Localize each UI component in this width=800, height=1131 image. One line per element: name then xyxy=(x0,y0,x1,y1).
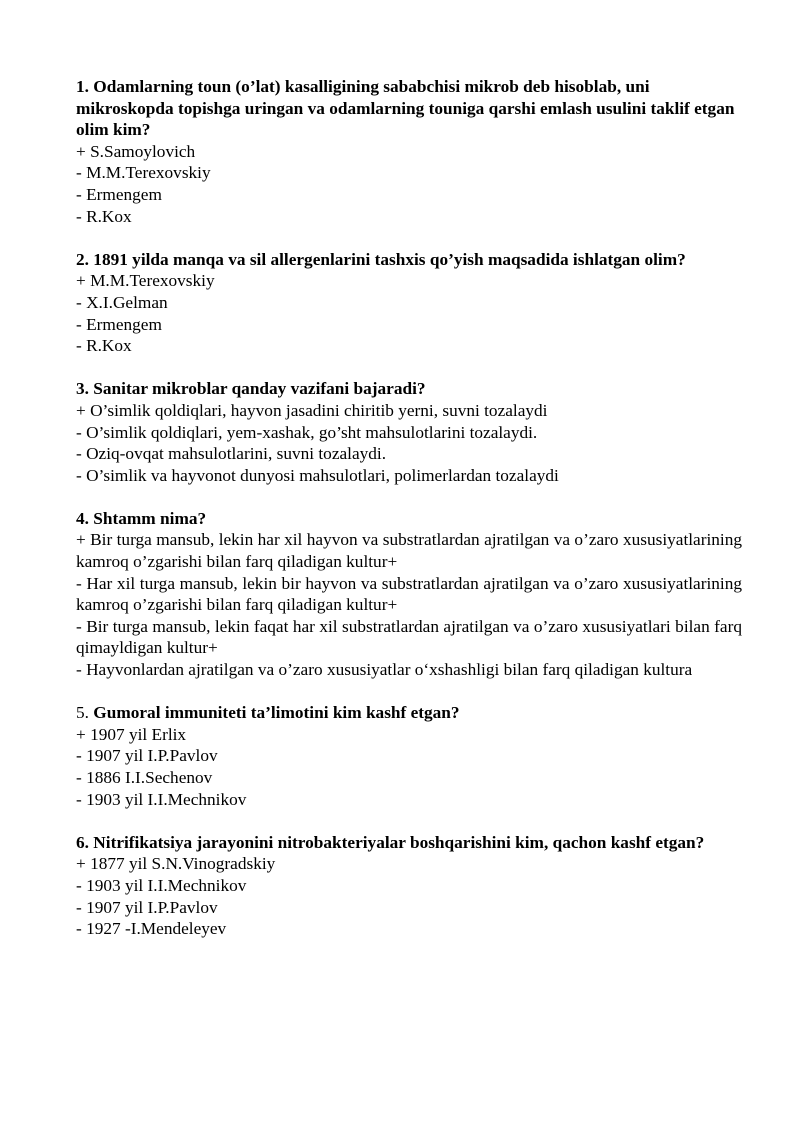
answer-option: - X.I.Gelman xyxy=(76,292,168,312)
answer-option: - R.Kox xyxy=(76,336,132,356)
question-text: Shtamm nima? xyxy=(93,508,207,528)
answer-option: - M.M.Terexovskiy xyxy=(76,163,211,183)
question-title xyxy=(76,76,742,141)
answer-option: - Ermengem xyxy=(76,184,162,204)
document-page xyxy=(76,76,742,961)
question-title xyxy=(76,249,742,271)
question-title xyxy=(76,378,742,400)
answer-option: - R.Kox xyxy=(76,206,132,226)
answer-option: + M.M.Terexovskiy xyxy=(76,271,215,291)
answer-option: - Bir turga mansub, lekin faqat har xil substratlardan ajratilgan va o’zaro xususiyatlari bilan farq qimayldigan kultur+ xyxy=(76,616,742,658)
question-number: 3. xyxy=(76,379,89,399)
question-text: Sanitar mikroblar qanday vazifani bajaradi? xyxy=(93,379,426,399)
question-2 xyxy=(76,249,742,357)
question-4 xyxy=(76,508,742,681)
answer-option: - O’simlik qoldiqlari, yem-xashak, go’sht mahsulotlarini tozalaydi. xyxy=(76,422,538,442)
answer-option: - 1907 yil I.P.Pavlov xyxy=(76,746,218,766)
question-3 xyxy=(76,378,742,486)
answer-option: - 1903 yil I.I.Mechnikov xyxy=(76,789,247,809)
answer-option: - 1907 yil I.P.Pavlov xyxy=(76,897,218,917)
answer-option: - 1886 I.I.Sechenov xyxy=(76,768,213,787)
answer-option: + Bir turga mansub, lekin har xil hayvon va substratlardan ajratilgan va o’zaro xususiyatlarining kamroq o’zgarishi bilan farq qiladigan kultur+ xyxy=(76,530,742,572)
answer-option: + 1877 yil S.N.Vinogradskiy xyxy=(76,854,276,874)
question-title xyxy=(76,508,742,530)
answer-option: + 1907 yil Erlix xyxy=(76,724,187,744)
question-number: 6. xyxy=(76,832,89,852)
answer-option: - Har xil turga mansub, lekin bir hayvon va substratlardan ajratilgan va o’zaro xususiyatlarining kamroq o’zgarishi bilan farq qiladigan kultur+ xyxy=(76,573,742,615)
question-title xyxy=(76,702,742,724)
answer-option: - 1927 -I.Mendeleyev xyxy=(76,919,227,939)
question-text: Gumoral immuniteti ta’limotini kim kashf etgan? xyxy=(93,703,460,723)
answer-option: + S.Samoylovich xyxy=(76,141,196,161)
question-title xyxy=(76,832,742,854)
question-6 xyxy=(76,832,742,940)
answer-option: - Ermengem xyxy=(76,314,162,334)
answer-option: - 1903 yil I.I.Mechnikov xyxy=(76,875,247,895)
answer-option: - Hayvonlardan ajratilgan va o’zaro xususiyatlar o‘xshashligi bilan farq qiladigan kultura xyxy=(76,660,693,680)
question-text: Odamlarning toun (o’lat) kasalligining sababchisi mikrob deb hisoblab, uni mikroskopda topishga uringan va odamlarning touniga qarshi emlash usulini taklif etgan olim kim? xyxy=(76,77,735,140)
question-text: 1891 yilda manqa va sil allergenlarini tashxis qo’yish maqsadida ishlatgan olim? xyxy=(93,249,686,269)
answer-option: + O’simlik qoldiqlari, hayvon jasadini chiritib yerni, suvni tozalaydi xyxy=(76,400,548,420)
question-5 xyxy=(76,702,742,810)
question-1 xyxy=(76,76,742,227)
question-number: 4. xyxy=(76,508,89,528)
question-number: 1. xyxy=(76,77,89,96)
answer-option: - Oziq-ovqat mahsulotlarini, suvni tozalaydi. xyxy=(76,444,387,464)
question-number: 5. xyxy=(76,703,89,723)
question-number: 2. xyxy=(76,249,89,269)
answer-option: - O’simlik va hayvonot dunyosi mahsulotlari, polimerlardan tozalaydi xyxy=(76,465,559,485)
question-text: Nitrifikatsiya jarayonini nitrobakteriyalar boshqarishini kim, qachon kashf etgan? xyxy=(93,832,705,852)
